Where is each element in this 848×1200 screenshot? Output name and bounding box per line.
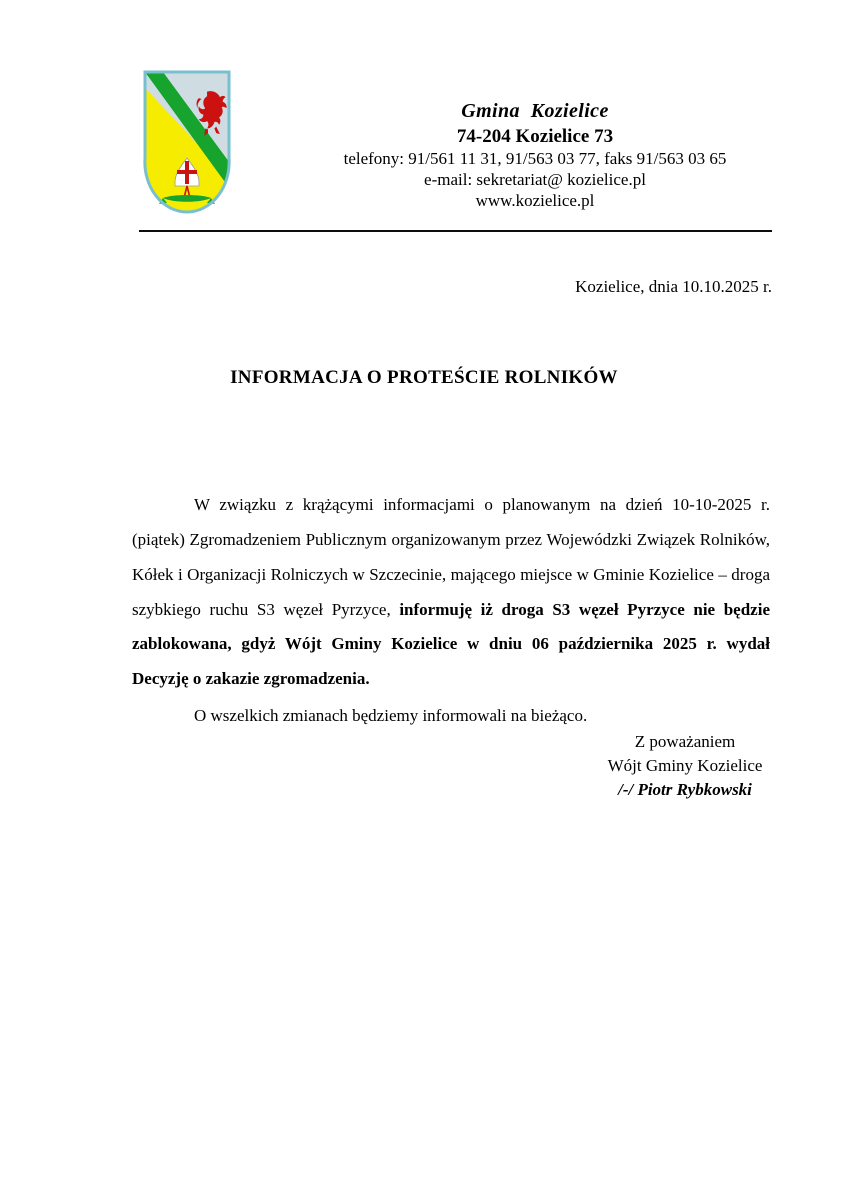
- coat-of-arms-icon: [139, 66, 235, 218]
- organization-email: e-mail: sekretariat@ kozielice.pl: [424, 170, 646, 190]
- organization-phones: telefony: 91/561 11 31, 91/563 03 77, faks 91/563 03 65: [343, 149, 727, 168]
- organization-block: [250, 100, 820, 211]
- body-paragraph-1-normal: W związku z krążącymi informacjami o planowanym na dzień 10-10-2025 r. (piątek) Zgromadzeniem Publicznym organizowanym przez Wojewódzki Związek Rolników, Kółek i Organizacji Rolniczych w Szczecinie, mającego miejsce w Gminie Kozielice – droga szybkiego ruchu S3 węzeł Pyrzyce,: [132, 495, 770, 619]
- body-paragraph-1: [132, 488, 770, 697]
- signature-name: /-/ Piotr Rybkowski: [618, 780, 752, 800]
- organization-website: www.kozielice.pl: [475, 191, 595, 211]
- letterhead: [0, 66, 848, 218]
- organization-name: Gmina Kozielice: [461, 100, 609, 122]
- body-paragraph-1-bold: informuję iż droga S3 węzeł Pyrzyce nie będzie zablokowana, gdyż Wójt Gminy Kozielice w dniu 06 października 2025 r. wydał Decyzję o zakazie zgromadzenia.: [132, 599, 770, 689]
- body-paragraph-2: O wszelkich zmianach będziemy informowali na bieżąco.: [194, 706, 588, 726]
- date-line: Kozielice, dnia 10.10.2025 r.: [575, 277, 772, 296]
- signature-closing: Z poważaniem: [634, 732, 736, 751]
- organization-address: 74-204 Kozielice 73: [456, 125, 614, 147]
- letterhead-divider: [139, 230, 772, 232]
- signature-block: [560, 730, 810, 802]
- signature-role: Wójt Gminy Kozielice: [607, 756, 763, 776]
- page-title: INFORMACJA O PROTEŚCIE ROLNIKÓW: [230, 367, 618, 388]
- document-body: [132, 488, 770, 734]
